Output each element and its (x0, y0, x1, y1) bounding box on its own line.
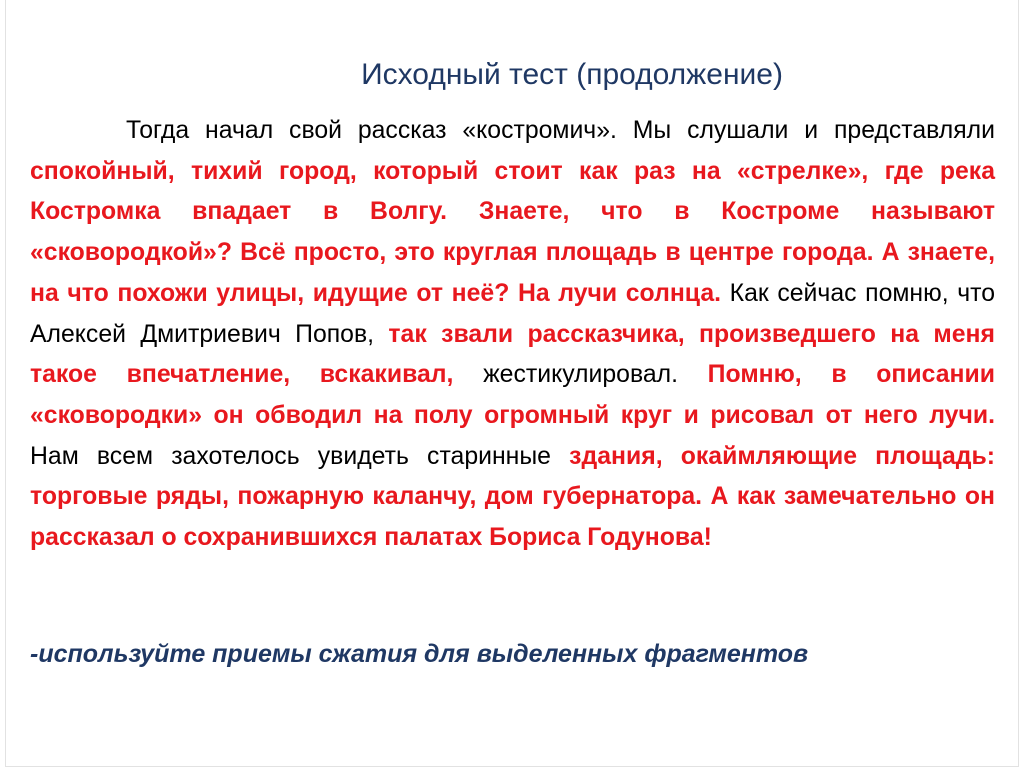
highlighted-fragment: Помню, в описании «сковородки» он обводил на полу огромный круг и рисовал от него лучи. (30, 361, 995, 429)
highlighted-fragment: так звали рассказчика, произведшего на меня такое впечатление, вскакивал, (30, 320, 996, 389)
text-fragment: Как сейчас помню, что Алексей Дмитриевич Попов, (30, 279, 995, 348)
highlighted-fragment: здания, окаймляющие площадь: торговые ряды, пожарную каланчу, дом губернатора. А как замечательно он рассказал о сохранившихся палатах Бориса Годунова! (30, 442, 995, 552)
instruction-text: -используйте приемы сжатия для выделенных фрагментов (30, 640, 809, 668)
source-text-paragraph (30, 111, 995, 559)
text-fragment: жестикулировал. (453, 361, 708, 389)
slide-border-right (1018, 0, 1019, 767)
text-fragment: Нам всем захотелось увидеть старинные (30, 442, 570, 470)
slide-border-left (5, 0, 6, 767)
slide-title: Исходный тест (продолжение) (361, 58, 783, 91)
text-fragment: Тогда начал свой рассказ «костромич». Мы слушали и представляли (126, 117, 995, 144)
highlighted-fragment: спокойный, тихий город, который стоит как раз на «стрелке», где река Костромка впадает в Волгу. Знаете, что в Костроме называют «сковородкой»? Всё просто, это круглая площадь в центре города. А знаете, на что похожи улицы, идущие от неё? На лучи солнца. (30, 157, 995, 307)
